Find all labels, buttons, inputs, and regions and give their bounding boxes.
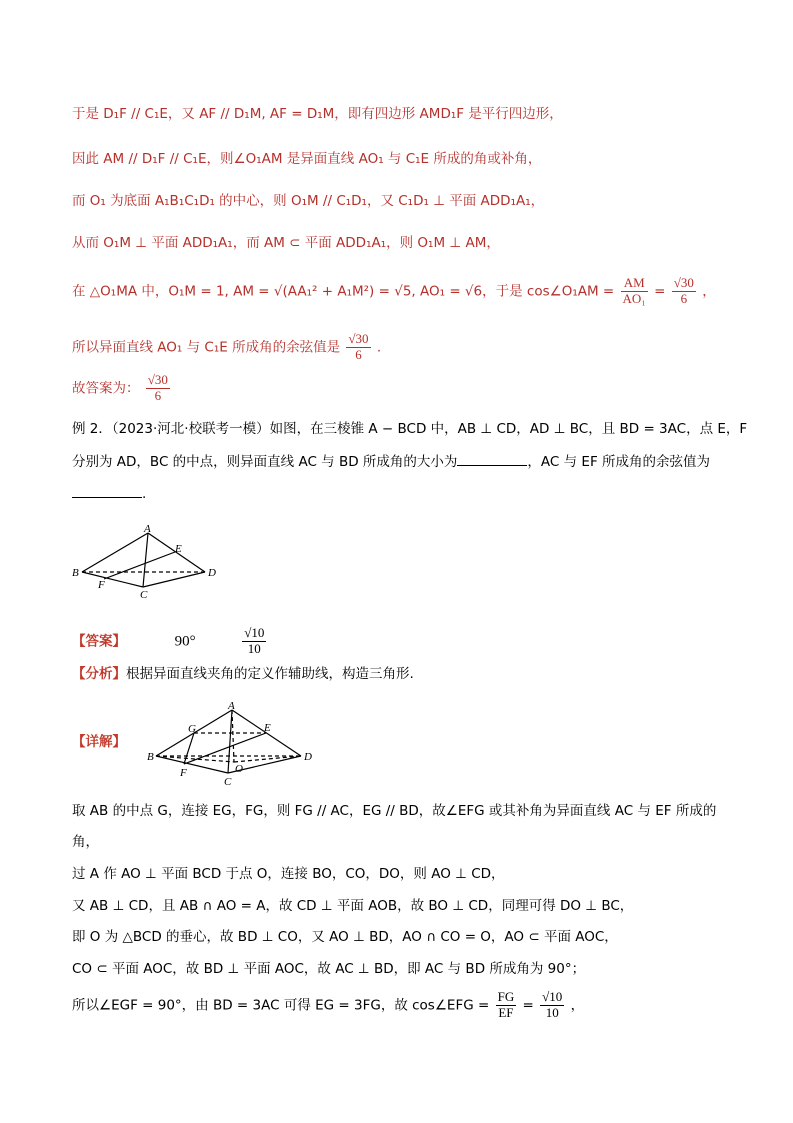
example-2-line-1: 例 2．（2023·河北·校联考一模）如图，在三棱锥 A − BCD 中，AB ⊥ CD，AD ⊥ BC，且 BD = 3AC，点 E，F	[72, 421, 748, 437]
label-f: F	[98, 579, 105, 591]
text-line-4: 从而 O₁M ⊥ 平面 ADD₁A₁，而 AM ⊂ 平面 ADD₁A₁，则 O₁M ⊥ AM，	[72, 235, 500, 251]
answer-value-2: $\frac{√10}{10}$	[244, 625, 265, 656]
detail-label: 【详解】	[72, 734, 126, 750]
answer-blank-1	[457, 452, 527, 466]
label-c: C	[224, 776, 232, 788]
label-e: E	[264, 722, 271, 734]
edge-bc	[82, 572, 143, 587]
label-o: O	[235, 763, 243, 775]
example-2-line-2: 分别为 AD，BC 的中点，则异面直线 AC 与 BD 所成角的大小为 ，AC 与 EF 所成角的余弦值为	[72, 454, 711, 470]
edge-ac	[143, 533, 148, 587]
analysis-line: 【分析】根据异面直线夹角的定义作辅助线，构造三角形.	[72, 666, 414, 682]
solution-line-1: 取 AB 的中点 G，连接 EG，FG，则 FG // AC，EG // BD，故∠EFG 或其补角为异面直线 AC 与 EF 所成的	[72, 803, 717, 819]
fraction-sqrt10-10: $\frac{√10}{10}$	[542, 989, 563, 1020]
tetrahedron-figure	[70, 524, 220, 600]
fraction-answer: $\frac{√30}{6}$	[147, 372, 168, 403]
fraction-am-ao1: $\frac{AM}{\text{AO₁}}$	[622, 275, 646, 306]
text-line-6: 所以异面直线 AO₁ 与 C₁E 所成角的余弦值是 $\frac{√30}{6}$ .	[72, 331, 382, 362]
solution-line-4: 又 AB ⊥ CD，且 AB ∩ AO = A，故 CD ⊥ 平面 AOB，故 BO ⊥ CD，同理可得 DO ⊥ BC，	[72, 898, 634, 914]
label-b: B	[72, 567, 79, 579]
answer-label: 【答案】	[72, 633, 126, 650]
segment-ao-hidden	[232, 710, 234, 762]
text-line-7: 故答案为： $\frac{√30}{6}$	[72, 372, 168, 403]
text-line-2: 因此 AM // D₁F // C₁E，则∠O₁AM 是异面直线 AO₁ 与 C₁E 所成的角或补角，	[72, 151, 542, 167]
fraction-cosine: $\frac{√30}{6}$	[348, 331, 369, 362]
solution-line-6: CO ⊂ 平面 AOC，故 BD ⊥ 平面 AOC，故 AC ⊥ BD，即 AC 与 BD 所成角为 90°；	[72, 961, 586, 977]
label-c: C	[140, 589, 148, 600]
label-e: E	[175, 543, 182, 555]
segment-ef	[104, 552, 175, 579]
edge-ac	[228, 710, 232, 773]
fraction-fg-ef: $\frac{FG}{EF}$	[497, 989, 515, 1020]
edge-cd	[143, 572, 205, 587]
label-d: D	[208, 567, 216, 579]
label-b: B	[147, 751, 154, 763]
text-line-1: 于是 D₁F // C₁E，又 AF // D₁M, AF = D₁M，即有四边形 AMD₁F 是平行四边形，	[72, 106, 563, 122]
solution-line-7: 所以∠EGF = 90°，由 BD = 3AC 可得 EG = 3FG，故 cos∠EFG = $\frac{FG}{EF}$ = $\frac{√10}{10}$ ，	[72, 989, 585, 1020]
detail-line	[72, 734, 126, 750]
text-line-5: 在 △O₁MA 中，O₁M = 1, AM = √(AA₁² + A₁M²) = √5, AO₁ = √6，于是 cos∠O₁AM = $\frac{AM}{\text{AO₁}}$ = $\frac{√30}{6}$ ，	[72, 275, 716, 306]
label-a: A	[144, 524, 151, 535]
fraction-sqrt30-6: $\frac{√30}{6}$	[673, 275, 694, 306]
segment-ef	[184, 733, 266, 764]
label-f: F	[180, 767, 187, 779]
analysis-label: 【分析】	[72, 666, 126, 682]
text-line-3: 而 O₁ 为底面 A₁B₁C₁D₁ 的中心，则 O₁M // C₁D₁，又 C₁D₁ ⊥ 平面 ADD₁A₁，	[72, 193, 545, 209]
solution-line-5: 即 O 为 △BCD 的垂心，故 BD ⊥ CO，又 AO ⊥ BD，AO ∩ CO = O，AO ⊂ 平面 AOC，	[72, 929, 618, 945]
example-2-line-3: .	[72, 484, 146, 502]
solution-line-2: 角，	[72, 834, 99, 850]
segment-od-hidden	[234, 756, 301, 762]
tetrahedron-detail-figure	[146, 700, 316, 788]
answer-value-1: 90°	[174, 633, 196, 650]
label-g: G	[188, 723, 196, 735]
label-a: A	[228, 700, 235, 712]
answer-blank-2	[72, 484, 142, 498]
answer-line	[72, 626, 268, 657]
solution-line-3: 过 A 作 AO ⊥ 平面 BCD 于点 O，连接 BO，CO，DO，则 AO ⊥ CD，	[72, 866, 505, 882]
label-d: D	[304, 751, 312, 763]
